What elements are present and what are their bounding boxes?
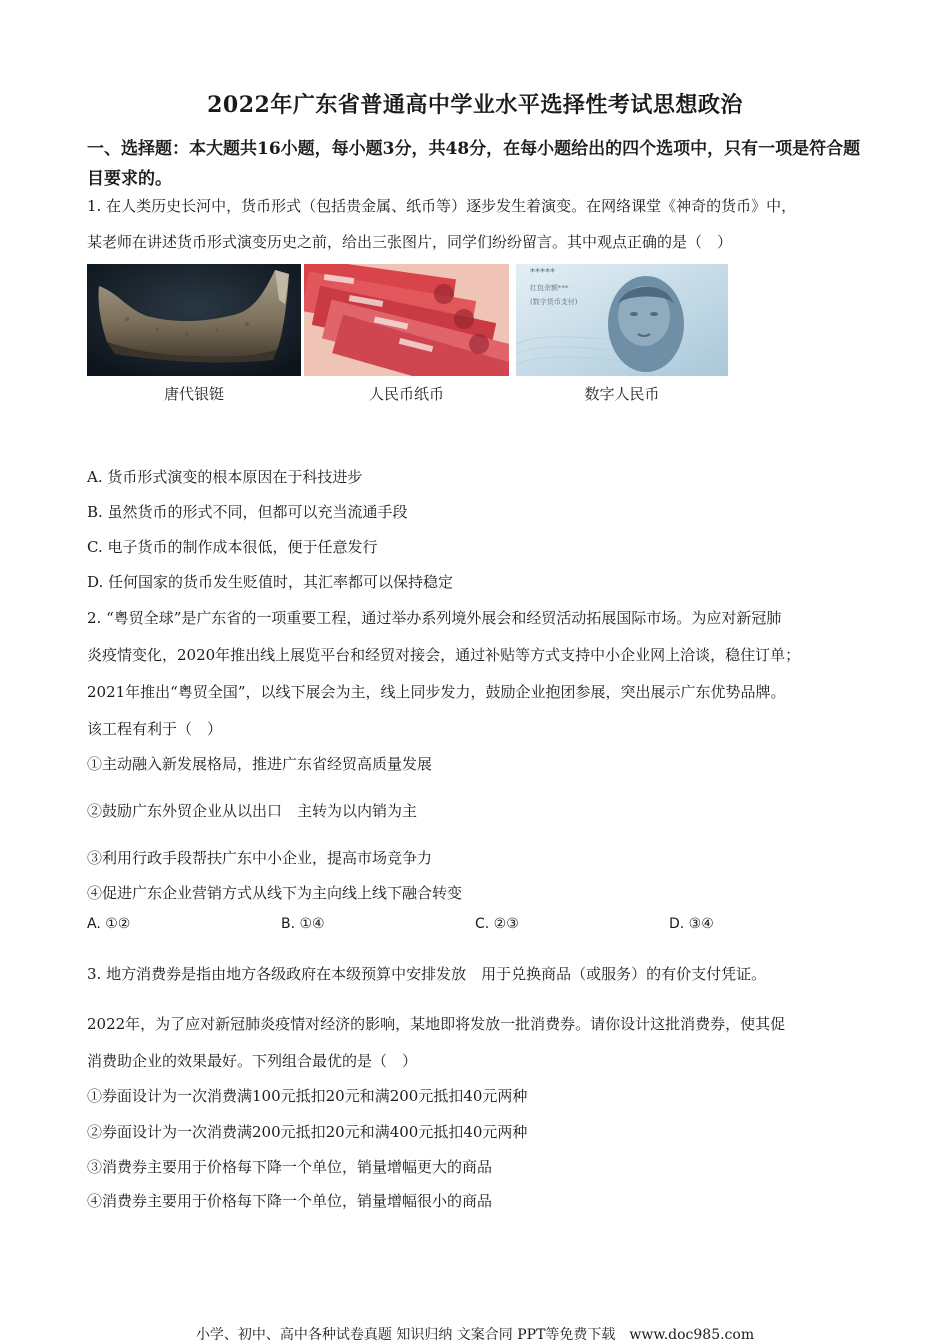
q2-stem-line1: 2. “粤贸全球”是广东省的一项重要工程，通过举办系列境外展会和经贸活动拓展国际市场。为应对新冠肺 (87, 609, 782, 627)
caption-silver-ingot: 唐代银铤 (163, 385, 224, 403)
q3-stem-line1: 3. 地方消费券是指由地方各级政府在本级预算中安排发放 用于兑换商品（或服务）的有价支付凭证。 (87, 965, 767, 983)
section-heading: 一、选择题：本大题共16小题，每小题3分，共48分，在每小题给出的四个选项中，只有一项是符合题目要求的。 (87, 139, 861, 189)
q2-stem-line3: 2021年推出“粤贸全国”，以线下展会为主，线上同步发力，鼓励企业抱团参展，突出展示广东优势品牌。 (87, 683, 786, 701)
card-payment-label: (数字货币支付) (530, 298, 578, 306)
caption-digital-rmb: 数字人民币 (584, 385, 660, 403)
q2-choice-c: C. ②③ (475, 916, 519, 932)
q1-option-d: D. 任何国家的货币发生贬值时，其汇率都可以保持稳定 (87, 573, 454, 591)
rmb-banknotes-image (304, 264, 509, 376)
q2-item-4: ④促进广东企业营销方式从线下为主向线上线下融合转变 (87, 884, 463, 902)
q1-option-b: B. 虽然货币的形式不同，但都可以充当流通手段 (87, 503, 408, 521)
digital-rmb-image (516, 264, 728, 376)
q3-item-1: ①券面设计为一次消费满100元抵扣20元和满200元抵扣40元两种 (87, 1087, 528, 1105)
q3-stem-line2: 2022年，为了应对新冠肺炎疫情对经济的影响，某地即将发放一批消费券。请你设计这批消费券，使其促 (87, 1015, 786, 1033)
card-balance-label: 红包余额*** (530, 284, 569, 292)
silver-ingot-image (87, 264, 301, 376)
page-title: 2022年广东省普通高中学业水平选择性考试思想政治 (207, 92, 743, 118)
q3-stem-line3: 消费助企业的效果最好。下列组合最优的是（ ） (87, 1052, 418, 1070)
q2-item-2: ②鼓励广东外贸企业从以出口 主转为以内销为主 (87, 802, 418, 820)
card-stars: ***** (530, 267, 555, 278)
q1-option-a: A. 货币形式演变的根本原因在于科技进步 (87, 468, 363, 486)
q2-item-1: ①主动融入新发展格局，推进广东省经贸高质量发展 (87, 755, 433, 773)
caption-banknotes: 人民币纸币 (368, 385, 444, 403)
q2-choice-b: B. ①④ (281, 916, 325, 932)
q2-choice-a: A. ①② (87, 916, 131, 932)
q2-item-3: ③利用行政手段帮扶广东中小企业，提高市场竞争力 (87, 849, 433, 867)
q1-stem-line2: 某老师在讲述货币形式演变历史之前，给出三张图片，同学们纷纷留言。其中观点正确的是（ ） (87, 233, 733, 251)
q1-option-c: C. 电子货币的制作成本很低，便于任意发行 (87, 538, 378, 556)
q3-item-4: ④消费券主要用于价格每下降一个单位，销量增幅很小的商品 (87, 1192, 493, 1210)
q2-stem-line4: 该工程有利于（ ） (87, 720, 223, 738)
page-footer: 小学、初中、高中各种试卷真题 知识归纳 文案合同 PPT等免费下载 www.doc985.com (195, 1327, 755, 1343)
q1-stem-line1: 1. 在人类历史长河中，货币形式（包括贵金属、纸币等）逐步发生着演变。在网络课堂《神奇的货币》中， (87, 197, 797, 215)
q3-item-2: ②券面设计为一次消费满200元抵扣20元和满400元抵扣40元两种 (87, 1123, 528, 1141)
q2-choice-d: D. ③④ (669, 916, 714, 932)
q2-stem-line2: 炎疫情变化，2020年推出线上展览平台和经贸对接会，通过补贴等方式支持中小企业网上洽谈，稳住订单； (87, 646, 801, 664)
q3-item-3: ③消费券主要用于价格每下降一个单位，销量增幅更大的商品 (87, 1158, 493, 1176)
